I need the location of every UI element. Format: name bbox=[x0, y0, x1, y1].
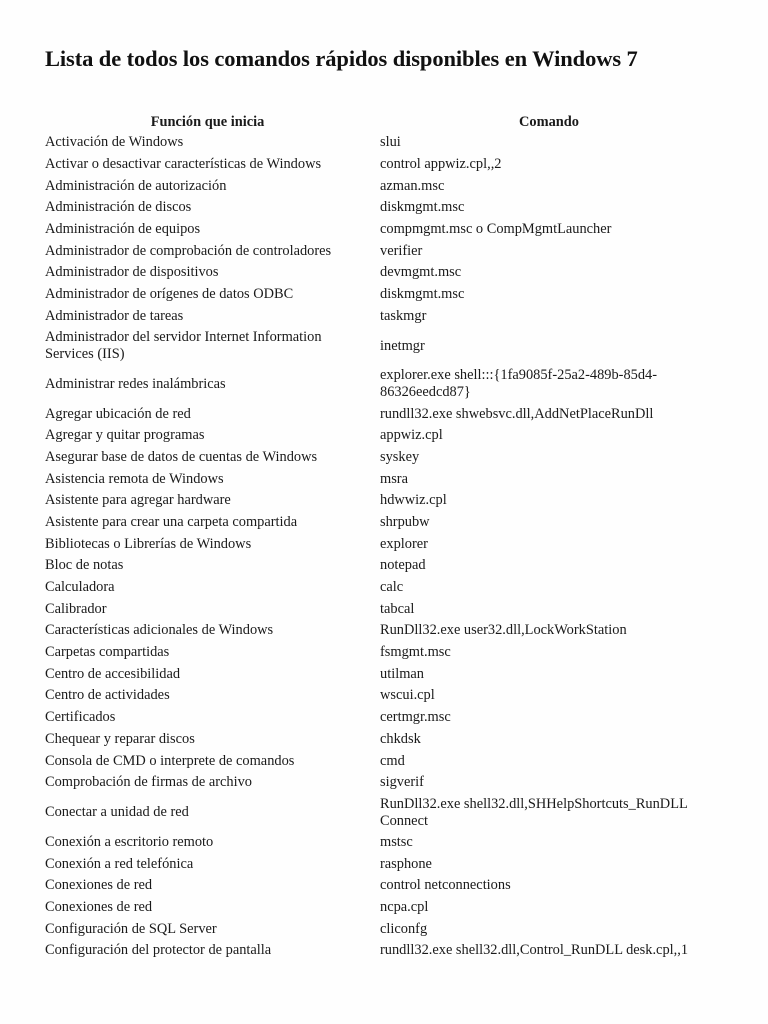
table-row bbox=[41, 555, 724, 577]
table-row bbox=[41, 403, 724, 425]
table-row bbox=[41, 794, 724, 832]
command-cell: chkdsk bbox=[380, 730, 421, 747]
command-cell: diskmgmt.msc bbox=[380, 286, 465, 303]
function-cell: Activar o desactivar características de Windows bbox=[45, 156, 322, 173]
table-row bbox=[41, 685, 724, 707]
command-cell: explorer.exe shell:::{1fa9085f-25a2-489b-85d4-86326eedcd87} bbox=[380, 367, 658, 401]
column-header-command: Comando bbox=[519, 113, 579, 130]
function-cell: Calibrador bbox=[45, 600, 107, 617]
function-cell: Administrador de tareas bbox=[45, 307, 184, 324]
table-row bbox=[41, 663, 724, 685]
table-body bbox=[41, 132, 724, 962]
command-cell: mstsc bbox=[380, 833, 413, 850]
command-cell: wscui.cpl bbox=[380, 687, 435, 704]
table-row bbox=[41, 875, 724, 897]
table-row bbox=[41, 262, 724, 284]
column-header-function: Función que inicia bbox=[150, 113, 265, 130]
command-cell: azman.msc bbox=[380, 177, 445, 194]
function-cell: Conectar a unidad de red bbox=[45, 804, 189, 821]
command-cell: cmd bbox=[380, 752, 405, 769]
function-cell: Administrador de comprobación de controladores bbox=[45, 242, 332, 259]
commands-table bbox=[41, 111, 724, 962]
table-row bbox=[41, 490, 724, 512]
command-cell: diskmgmt.msc bbox=[380, 199, 465, 216]
function-cell: Conexiones de red bbox=[45, 877, 153, 894]
command-cell: RunDll32.exe shell32.dll,SHHelpShortcuts_RunDLL Connect bbox=[380, 795, 688, 829]
command-cell: cliconfg bbox=[380, 920, 428, 937]
function-cell: Administración de equipos bbox=[45, 221, 201, 238]
command-cell: rundll32.exe shell32.dll,Control_RunDLL desk.cpl,,1 bbox=[380, 942, 689, 959]
command-cell: tabcal bbox=[380, 600, 415, 617]
function-cell: Asistencia remota de Windows bbox=[45, 470, 224, 487]
command-cell: shrpubw bbox=[380, 513, 430, 530]
function-cell: Conexión a escritorio remoto bbox=[45, 833, 214, 850]
table-row bbox=[41, 219, 724, 241]
function-cell: Asegurar base de datos de cuentas de Windows bbox=[45, 448, 318, 465]
table-row bbox=[41, 772, 724, 794]
table-row bbox=[41, 154, 724, 176]
command-cell: verifier bbox=[380, 242, 423, 259]
command-cell: hdwwiz.cpl bbox=[380, 492, 447, 509]
table-row bbox=[41, 240, 724, 262]
function-cell: Administración de discos bbox=[45, 199, 192, 216]
function-cell: Agregar ubicación de red bbox=[45, 405, 191, 422]
table-row bbox=[41, 577, 724, 599]
table-row bbox=[41, 468, 724, 490]
command-cell: compmgmt.msc o CompMgmtLauncher bbox=[380, 221, 612, 238]
page-title: Lista de todos los comandos rápidos disponibles en Windows 7 bbox=[45, 46, 638, 71]
table-row bbox=[41, 750, 724, 772]
table-row bbox=[41, 175, 724, 197]
command-cell: slui bbox=[380, 134, 401, 151]
function-cell: Certificados bbox=[45, 709, 116, 726]
command-cell: rasphone bbox=[380, 855, 432, 872]
function-cell: Carpetas compartidas bbox=[45, 644, 170, 661]
table-row bbox=[41, 832, 724, 854]
table-row bbox=[41, 284, 724, 306]
command-cell: utilman bbox=[380, 665, 424, 682]
function-cell: Centro de accesibilidad bbox=[45, 665, 181, 682]
table-row bbox=[41, 365, 724, 403]
table-row bbox=[41, 918, 724, 940]
command-cell: certmgr.msc bbox=[380, 709, 451, 726]
table-row bbox=[41, 197, 724, 219]
command-cell: taskmgr bbox=[380, 307, 427, 324]
function-cell: Chequear y reparar discos bbox=[45, 730, 195, 747]
command-cell: calc bbox=[380, 579, 404, 596]
table-row bbox=[41, 132, 724, 154]
command-cell: syskey bbox=[380, 448, 420, 465]
table-row bbox=[41, 598, 724, 620]
command-cell: RunDll32.exe user32.dll,LockWorkStation bbox=[380, 622, 627, 639]
table-row bbox=[41, 729, 724, 751]
function-cell: Consola de CMD o interprete de comandos bbox=[45, 752, 295, 769]
function-cell: Calculadora bbox=[45, 579, 115, 596]
command-cell: inetmgr bbox=[380, 337, 425, 354]
function-cell: Administrador de orígenes de datos ODBC bbox=[45, 286, 294, 303]
command-cell: msra bbox=[380, 470, 408, 487]
table-header-row bbox=[41, 111, 724, 132]
function-cell: Administrador del servidor Internet Information Services (IIS) bbox=[45, 329, 322, 363]
function-cell: Bibliotecas o Librerías de Windows bbox=[45, 535, 252, 552]
command-cell: appwiz.cpl bbox=[380, 427, 443, 444]
function-cell: Centro de actividades bbox=[45, 687, 170, 704]
function-cell: Asistente para agregar hardware bbox=[45, 492, 231, 509]
table-row bbox=[41, 533, 724, 555]
table-row bbox=[41, 853, 724, 875]
command-cell: ncpa.cpl bbox=[380, 898, 429, 915]
command-cell: rundll32.exe shwebsvc.dll,AddNetPlaceRunDll bbox=[380, 405, 654, 422]
function-cell: Características adicionales de Windows bbox=[45, 622, 274, 639]
function-cell: Configuración del protector de pantalla bbox=[45, 942, 272, 959]
table-row bbox=[41, 512, 724, 534]
command-cell: notepad bbox=[380, 557, 426, 574]
function-cell: Bloc de notas bbox=[45, 557, 124, 574]
command-cell: sigverif bbox=[380, 774, 424, 791]
command-cell: devmgmt.msc bbox=[380, 264, 462, 281]
function-cell: Comprobación de firmas de archivo bbox=[45, 774, 252, 791]
command-cell: explorer bbox=[380, 535, 428, 552]
table-row bbox=[41, 620, 724, 642]
table-row bbox=[41, 897, 724, 919]
command-cell: fsmgmt.msc bbox=[380, 644, 451, 661]
table-row bbox=[41, 642, 724, 664]
command-cell: control appwiz.cpl,,2 bbox=[380, 156, 502, 173]
function-cell: Agregar y quitar programas bbox=[45, 427, 205, 444]
function-cell: Administración de autorización bbox=[45, 177, 227, 194]
table-row bbox=[41, 707, 724, 729]
function-cell: Asistente para crear una carpeta compartida bbox=[45, 513, 298, 530]
function-cell: Activación de Windows bbox=[45, 134, 184, 151]
table-row bbox=[41, 425, 724, 447]
function-cell: Conexiones de red bbox=[45, 898, 153, 915]
function-cell: Configuración de SQL Server bbox=[45, 920, 217, 937]
command-cell: control netconnections bbox=[380, 877, 511, 894]
function-cell: Administrador de dispositivos bbox=[45, 264, 219, 281]
table-row bbox=[41, 940, 724, 962]
function-cell: Administrar redes inalámbricas bbox=[45, 375, 226, 392]
table-row bbox=[41, 327, 724, 365]
function-cell: Conexión a red telefónica bbox=[45, 855, 194, 872]
table-row bbox=[41, 306, 724, 328]
table-row bbox=[41, 447, 724, 469]
